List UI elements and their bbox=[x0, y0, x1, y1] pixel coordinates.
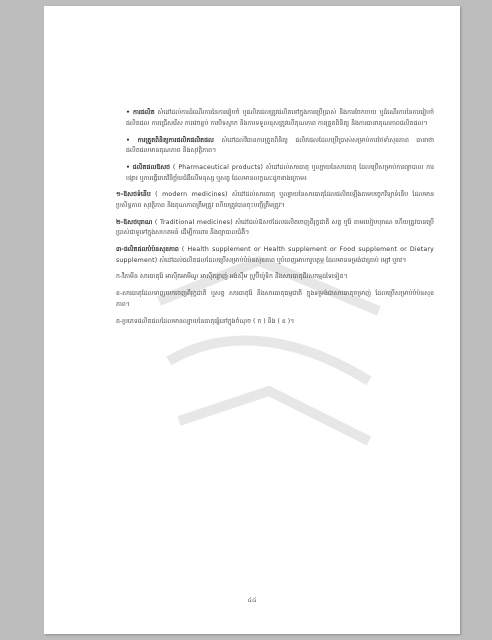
document-body bbox=[116, 102, 434, 333]
term-definition: សំដៅដល់សារធាតុ ឬល្បាយនៃសារធាតុ ដែលប្រើសម្រាប់ការព្យាបាល ការបង្ការ ឬការធ្វើរោគវិនិច្ឆ័យជំងឺលើមនុស្ស ឬសត្វ ដែលមានលក្ខណៈដូចខាងក្រោម៖ bbox=[126, 163, 435, 182]
paragraph-manufacturing bbox=[116, 108, 434, 129]
term-heading: ១-ឱសថទំនើប bbox=[116, 191, 151, 199]
document-page bbox=[44, 6, 460, 634]
paragraph-production-control bbox=[116, 136, 434, 157]
term-heading: ៣-ផលិតផលបំប៉នសុខភាព bbox=[116, 246, 179, 254]
subitem-text: ក-វីតាមីន សារធាតុរ៉ែ អាស៊ីតអាមីណូ អាស៊ីតខ្លាញ់ អង់ស៊ីម ប្រូប៊ីយ៉ូទិក និងសារធាតុជីវសកម្មដទៃទៀត។ bbox=[116, 273, 348, 281]
paragraph-pharmaceutical-products bbox=[116, 163, 434, 184]
term-definition: សំដៅដល់សារធាតុ ឬល្បាយនៃសារធាតុដែលផលិតឡើងតាមបច្ចេកវិទ្យាទំនើប ដែលមានប្រសិទ្ធភាព សុវត្ថិភាព និងគុណភាពត្រឹមត្រូវ ហើយត្រូវបានចុះបញ្ជីត្រឹមត្រូវ។ bbox=[116, 191, 434, 209]
subitem-text: គ-ប្រភេទផលិតផលដែលមានល្បាយនៃធាតុផ្សំនៅក្នុងចំណុច ( ក ) និង ( ខ )។ bbox=[116, 317, 295, 325]
term-definition: សំដៅដល់ផលិតផលដែលប្រើសម្រាប់បំប៉នសុខភាព ឬបំពេញអាហារូបត្ថម្ភ ដែលមានទម្រង់ជាគ្រាប់ ម្សៅ ឬរាវ។ bbox=[157, 256, 407, 264]
subitem-a bbox=[116, 272, 434, 283]
term-english: ( Traditional medicines) bbox=[152, 218, 233, 226]
term-heading: • ការត្រួតពិនិត្យការផលិតផលិតផល bbox=[126, 136, 214, 144]
term-english: ( Health supplement or Health supplement or Food supplement or Dietary supplement) bbox=[116, 246, 434, 264]
paragraph-health-supplement bbox=[116, 245, 434, 266]
term-definition: សំដៅដល់ការដំណើរការនៃការរៀបចំ ឬផលិតផលត្រូវផលិតនៅក្នុងការប្រើប្រាស់ និងការចែកចាយ ឬដំណើរការនៃការរៀបចំផលិតផល ការជ្រើសរើស ការវេចខ្ចប់ ការបិទស្លាក និងការទទួលខុសត្រូវលើគុណភាព ការត្រួតពិនិត្យ និងការធានាគុណភាពផលិតផល។ bbox=[126, 109, 435, 127]
subitem-text: ខ-សារធាតុដែលទាញយកចេញពីរុក្ខជាតិ ឬសត្វ សារធាតុរ៉ែ និងសារធាតុធម្មជាតិ ក្នុងទម្រង់ជាសារធាតុចម្រាញ់ ដែលប្រើសម្រាប់បំប៉នសុខភាព។ bbox=[116, 290, 434, 308]
paragraph-modern-medicines bbox=[116, 190, 434, 211]
subitem-b bbox=[116, 289, 434, 310]
term-definition: សំដៅដល់វិធានការត្រួតពិនិត្យ ផលិតផលដែលប្រើប្រាស់សម្រាប់ការថែទាំសុខភាព ធានាថាផលិតផលមានគុណភាព និងសុវត្ថិភាព។ bbox=[126, 136, 434, 155]
paragraph-traditional-medicines bbox=[116, 218, 434, 239]
term-heading: ២-ឱសថបុរាណ bbox=[116, 218, 153, 226]
term-heading: • ការផលិត bbox=[126, 109, 155, 117]
term-english: ( modern medicines) bbox=[150, 191, 228, 199]
term-english: ( Pharmaceutical products) bbox=[170, 163, 264, 171]
subitem-c bbox=[116, 317, 434, 328]
term-heading: • ផលិតផលឱសថ bbox=[126, 163, 171, 171]
page-number: ៤៤ bbox=[247, 596, 257, 604]
term-definition: សំដៅដល់ឱសថដែលផលិតចេញពីរុក្ខជាតិ សត្វ ឬរ៉ែ តាមរបៀបបុរាណ ហើយត្រូវបានប្រើប្រាស់ជាទូទៅក្នុងសហគមន៍ ដើម្បីការពារ និងព្យាបាលជំងឺ។ bbox=[116, 218, 434, 237]
